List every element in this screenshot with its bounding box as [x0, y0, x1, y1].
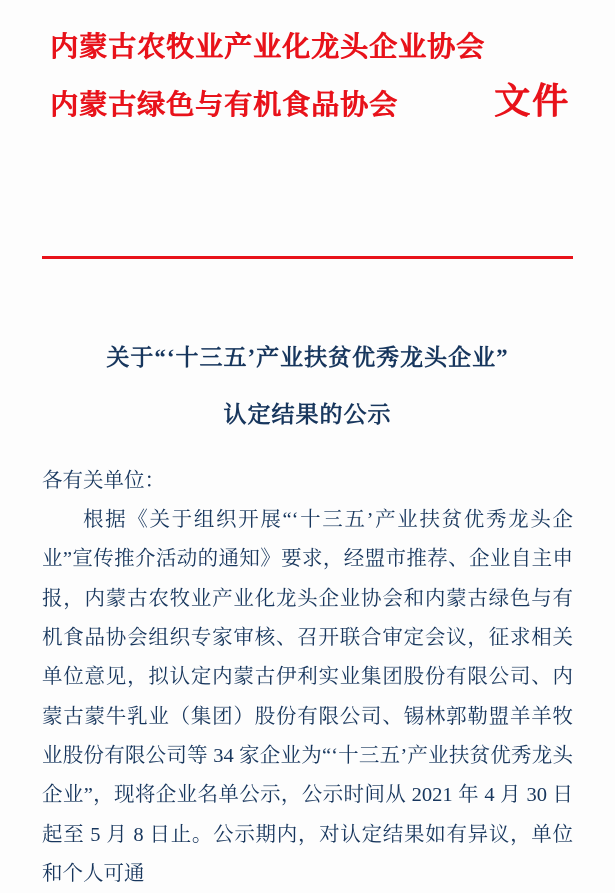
body-salutation: 各有关单位：: [42, 469, 165, 492]
letterhead-org-line-1: 内蒙古农牧业产业化龙头企业协会: [50, 32, 486, 63]
letterhead-org-names: [42, 30, 570, 124]
page-title-line-2: 认定结果的公示: [223, 402, 392, 428]
letterhead-red-divider: [42, 256, 573, 259]
letterhead: [42, 0, 573, 190]
letterhead-document-word: 文件: [493, 81, 570, 121]
page-title-line-1: 关于“‘十三五’产业扶贫优秀龙头企业”: [106, 345, 509, 370]
body-paragraph-1: 根据《关于组织开展“‘十三五’产业扶贫优秀龙头企业”宣传推介活动的通知》要求，经盟市推荐、企业自主申报，内蒙古农牧业产业化龙头企业协会和内蒙古绿色与有机食品协会组织专家审核、召开联合审定会议，征求相关单位意见，拟认定内蒙古伊利实业集团股份有限公司、内蒙古蒙牛乳业（集团）股份有限公司、锡林郭勒盟羊羊牧业股份有限公司等 34 家企业为“‘十三五’产业扶贫优秀龙头企业”，现将企业名单公示，公示时间从 2021 年 4 月 30 日起至 5 月 8 日止。公示期内，对认定结果如有异议，单位和个人可通: [42, 508, 573, 886]
page-title: [42, 345, 573, 428]
document-body: [42, 462, 573, 895]
letterhead-org-line-2: 内蒙古绿色与有机食品协会: [50, 89, 399, 121]
